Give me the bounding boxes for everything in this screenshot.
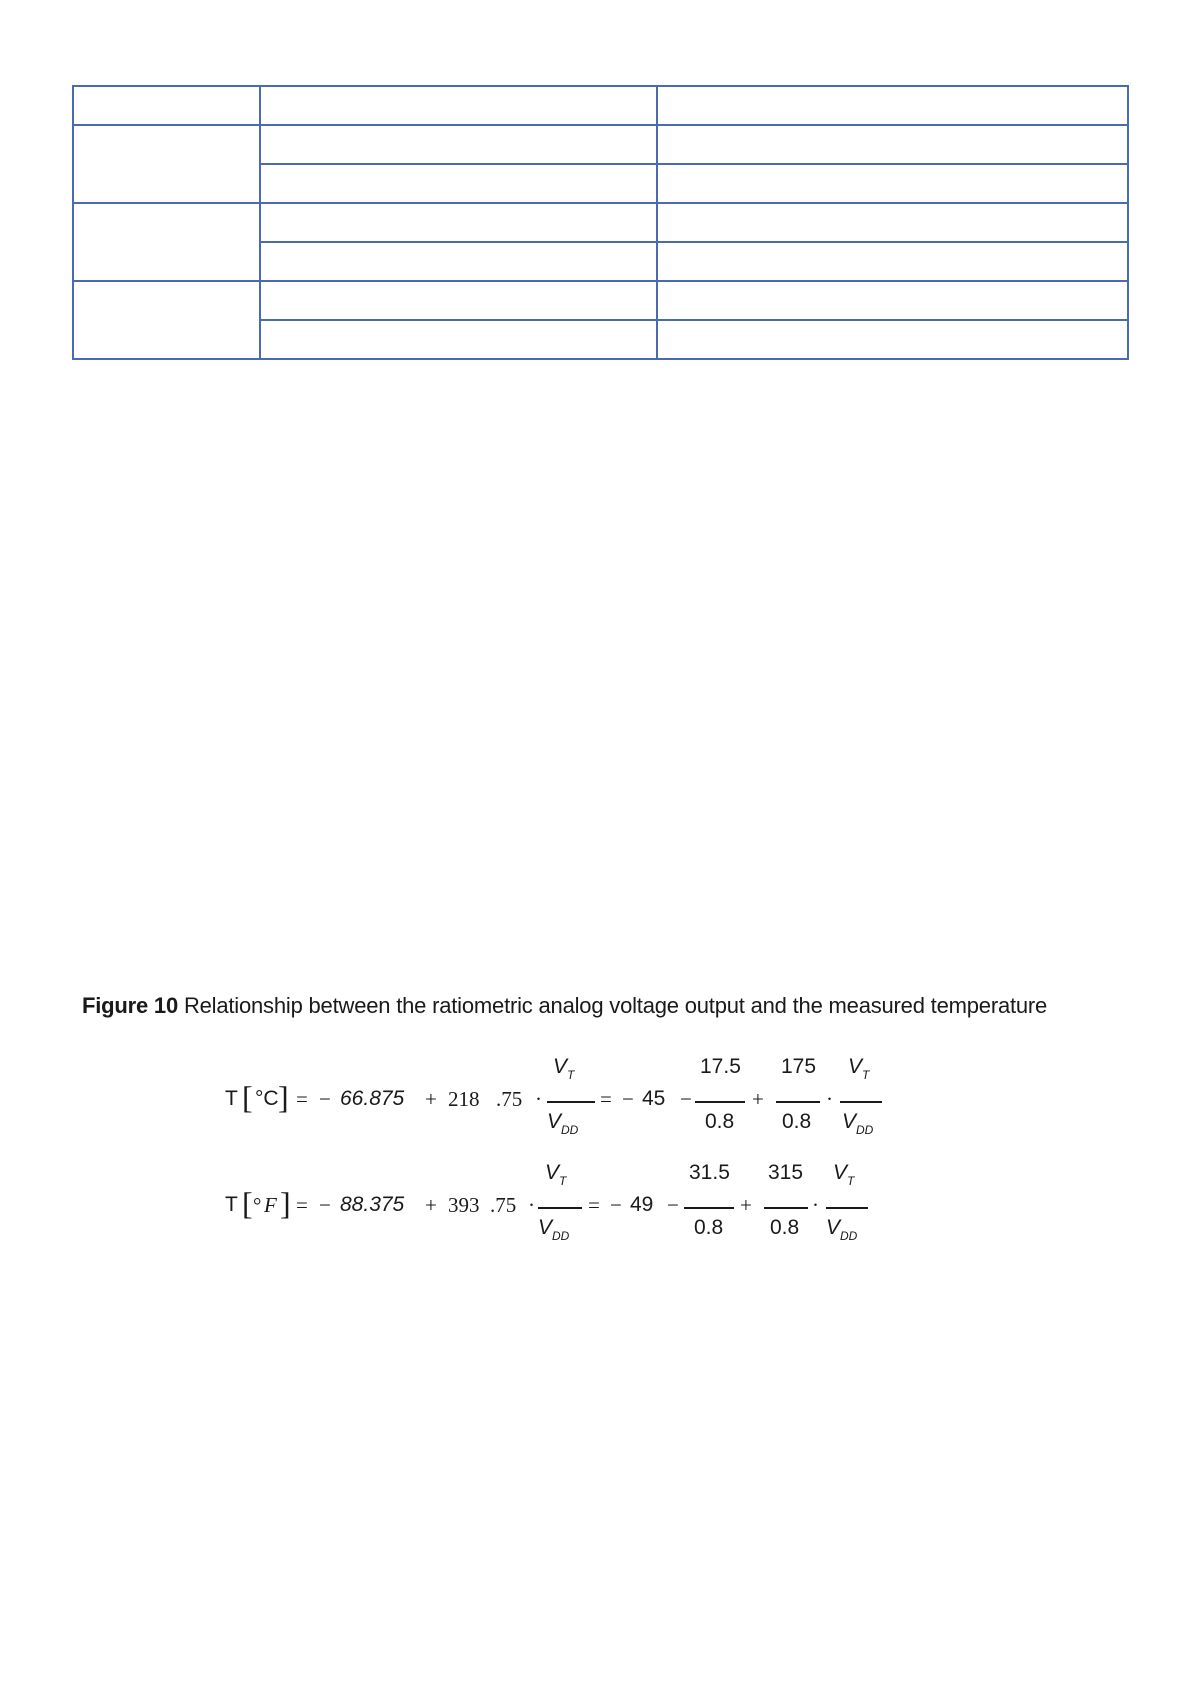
figure-caption <box>82 993 1047 1019</box>
table-row <box>73 203 1128 242</box>
spec-table <box>72 85 1129 360</box>
denominator-1: 0.8 <box>694 1216 724 1239</box>
minus-sign: − <box>319 1087 331 1111</box>
degree-symbol: ° <box>253 1193 262 1217</box>
fahrenheit-equation <box>222 1161 922 1251</box>
plus-sign: + <box>425 1087 437 1111</box>
vt-symbol: $V_T$ <box>833 1161 855 1188</box>
table-cell <box>260 203 657 242</box>
table-cell <box>73 203 260 281</box>
fraction-bar <box>764 1207 808 1209</box>
numerator-2: 175 <box>781 1055 817 1078</box>
constant-value: 88.375 <box>340 1193 405 1216</box>
table-cell <box>657 125 1128 164</box>
table-cell <box>657 203 1128 242</box>
left-bracket: [ <box>242 1185 253 1221</box>
offset-value: 45 <box>642 1087 666 1110</box>
plus-sign: + <box>752 1087 764 1111</box>
constant-value: 66.875 <box>340 1087 405 1110</box>
table-header-row <box>73 86 1128 125</box>
fraction-bar <box>826 1207 868 1209</box>
right-bracket: ] <box>280 1185 291 1221</box>
equals-sign: = <box>588 1193 600 1217</box>
numerator-2: 315 <box>768 1161 804 1184</box>
coefficient-int: 393 <box>448 1193 480 1217</box>
vt-symbol: $V_T$ <box>848 1055 870 1082</box>
table-cell <box>260 320 657 359</box>
equals-sign: = <box>600 1087 612 1111</box>
plus-sign: + <box>425 1193 437 1217</box>
vdd-symbol: $V_{DD}$ <box>826 1216 858 1243</box>
table-cell <box>657 320 1128 359</box>
table-cell <box>657 164 1128 203</box>
coefficient-frac: .75 <box>496 1087 523 1111</box>
eq-t-symbol: T <box>225 1193 238 1216</box>
numerator-1: 31.5 <box>689 1161 730 1184</box>
fraction-bar <box>776 1101 820 1103</box>
vt-symbol: $V_T$ <box>545 1161 567 1188</box>
denominator-2: 0.8 <box>782 1110 812 1133</box>
unit-label: F <box>264 1193 277 1217</box>
minus-sign: − <box>622 1087 634 1111</box>
numerator-1: 17.5 <box>700 1055 741 1078</box>
vdd-symbol: $V_{DD}$ <box>538 1216 570 1243</box>
vt-symbol: $V_T$ <box>553 1055 575 1082</box>
fraction-bar <box>538 1207 582 1209</box>
table-cell <box>73 125 260 203</box>
celsius-equation <box>222 1055 922 1145</box>
table-row <box>73 281 1128 320</box>
denominator-2: 0.8 <box>770 1216 800 1239</box>
table-cell <box>657 281 1128 320</box>
multiply-dot: · <box>535 1087 542 1111</box>
table-cell <box>260 164 657 203</box>
left-bracket: [ <box>242 1079 253 1115</box>
table-cell <box>73 281 260 359</box>
offset-value: 49 <box>630 1193 654 1216</box>
table-cell <box>260 86 657 125</box>
minus-sign: − <box>319 1193 331 1217</box>
equals-sign: = <box>296 1087 308 1111</box>
figure-label: Figure 10 <box>82 993 179 1018</box>
multiply-dot: · <box>528 1193 535 1217</box>
coefficient-int: 218 <box>448 1087 480 1111</box>
multiply-dot: · <box>812 1193 819 1217</box>
denominator-1: 0.8 <box>705 1110 735 1133</box>
plus-sign: + <box>740 1193 752 1217</box>
fraction-bar <box>547 1101 595 1103</box>
table-cell <box>260 281 657 320</box>
table-cell <box>73 86 260 125</box>
table-cell <box>260 242 657 281</box>
coefficient-frac: .75 <box>490 1193 517 1217</box>
minus-sign: − <box>610 1193 622 1217</box>
multiply-dot: · <box>826 1087 833 1111</box>
minus-sign: − <box>680 1087 692 1111</box>
unit-label: °C <box>255 1087 279 1110</box>
eq-t-symbol: T <box>225 1087 238 1110</box>
figure-caption-text: Relationship between the ratiometric analog voltage output and the measured temperature <box>183 993 1048 1018</box>
fraction-bar <box>695 1101 745 1103</box>
vdd-symbol: $V_{DD}$ <box>842 1110 874 1137</box>
right-bracket: ] <box>278 1079 289 1115</box>
table-cell <box>657 86 1128 125</box>
vdd-symbol: $V_{DD}$ <box>547 1110 579 1137</box>
equals-sign: = <box>296 1193 308 1217</box>
fraction-bar <box>840 1101 882 1103</box>
fraction-bar <box>684 1207 734 1209</box>
table-cell <box>657 242 1128 281</box>
minus-sign: − <box>667 1193 679 1217</box>
table-cell <box>260 125 657 164</box>
table-row <box>73 125 1128 164</box>
